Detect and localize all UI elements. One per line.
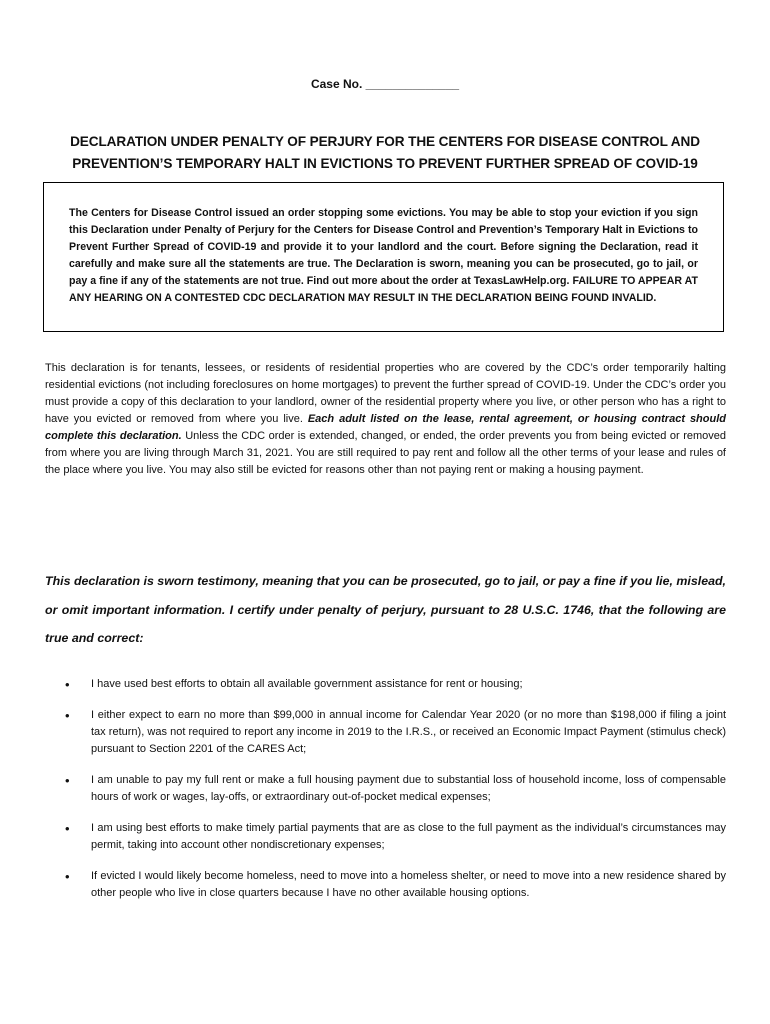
case-number: Case No. ______________ bbox=[310, 77, 460, 91]
intro-text-part2: Unless the CDC order is extended, changed, or ended, the order prevents you from being evicted or removed from where you are living through March 31, 2021. You are still required to pay rent and follow all the other terms of your lease and rules of the place where you live. You may also still be evicted for reasons other than not paying rent or making a housing payment. bbox=[45, 430, 726, 476]
bullet-icon: • bbox=[65, 773, 70, 788]
sworn-statement: This declaration is sworn testimony, meaning that you can be prosecuted, go to jail, or pay a fine if you lie, mislead, or omit important information. I certify under penalty of perjury, pursuant to 28 U.S.C. 1746, that the following are true and correct: bbox=[45, 574, 726, 645]
bullet-icon: • bbox=[65, 677, 70, 692]
page-title: DECLARATION UNDER PENALTY OF PERJURY FOR THE CENTERS FOR DISEASE CONTROL AND PREVENTION’S TEMPORARY HALT IN EVICTIONS TO PREVENT FURTHER SPREAD OF COVID-19 bbox=[70, 134, 700, 171]
intro-emphasis: Each adult listed on the lease, rental agreement, or housing contract should complete this declaration. bbox=[45, 413, 726, 442]
bullet-icon: • bbox=[65, 708, 70, 723]
certification-item bbox=[45, 820, 726, 854]
certification-text: I either expect to earn no more than $99,000 in annual income for Calendar Year 2020 (or no more than $198,000 if filing a joint tax return), was not required to report any income in 2019 to the I.R.S., or received an Economic Impact Payment (stimulus check) pursuant to Section 2201 of the CARES Act; bbox=[91, 709, 726, 755]
bullet-icon: • bbox=[65, 869, 70, 884]
notice-box bbox=[43, 182, 724, 332]
certification-item bbox=[45, 868, 726, 902]
bullet-icon: • bbox=[65, 821, 70, 836]
certification-text: I am unable to pay my full rent or make a full housing payment due to substantial loss of household income, loss of compensable hours of work or wages, lay-offs, or extraordinary out-of-pocket medical expenses; bbox=[91, 774, 726, 803]
notice-text: The Centers for Disease Control issued an order stopping some evictions. You may be able to stop your eviction if you sign this Declaration under Penalty of Perjury for the Centers for Disease Control and Prevention’s Temporary Halt in Evictions to Prevent Further Spread of COVID-19 and provide it to your landlord and the court. Before signing the Declaration, read it carefully and make sure all the statements are true. The Declaration is sworn, meaning you can be prosecuted, go to jail, or pay a fine if any of the statements are not true. Find out more about the order at TexasLawHelp.org. FAILURE TO APPEAR AT ANY HEARING ON A CONTESTED CDC DECLARATION MAY RESULT IN THE DECLARATION BEING FOUND INVALID. bbox=[69, 207, 698, 304]
certification-text: I have used best efforts to obtain all available government assistance for rent or housing; bbox=[91, 678, 523, 690]
certification-item bbox=[45, 676, 726, 693]
certification-item bbox=[45, 707, 726, 758]
certification-list bbox=[45, 676, 726, 902]
intro-paragraph bbox=[45, 360, 726, 479]
certification-text: If evicted I would likely become homeless, need to move into a homeless shelter, or need to move into a new residence shared by other people who live in close quarters because I have no other available housing options. bbox=[91, 870, 726, 899]
certification-item bbox=[45, 772, 726, 806]
certification-text: I am using best efforts to make timely partial payments that are as close to the full payment as the individual’s circumstances may permit, taking into account other nondiscretionary expenses; bbox=[91, 822, 726, 851]
intro-text-part1: This declaration is for tenants, lessees, or residents of residential properties who are covered by the CDC’s order temporarily halting residential evictions (not including foreclosures on home mortgages) to prevent the further spread of COVID-19. Under the CDC’s order you must provide a copy of this declaration to your landlord, owner of the residential property where you live, or other person who has a right to have you evicted or removed from where you live. bbox=[45, 362, 726, 425]
